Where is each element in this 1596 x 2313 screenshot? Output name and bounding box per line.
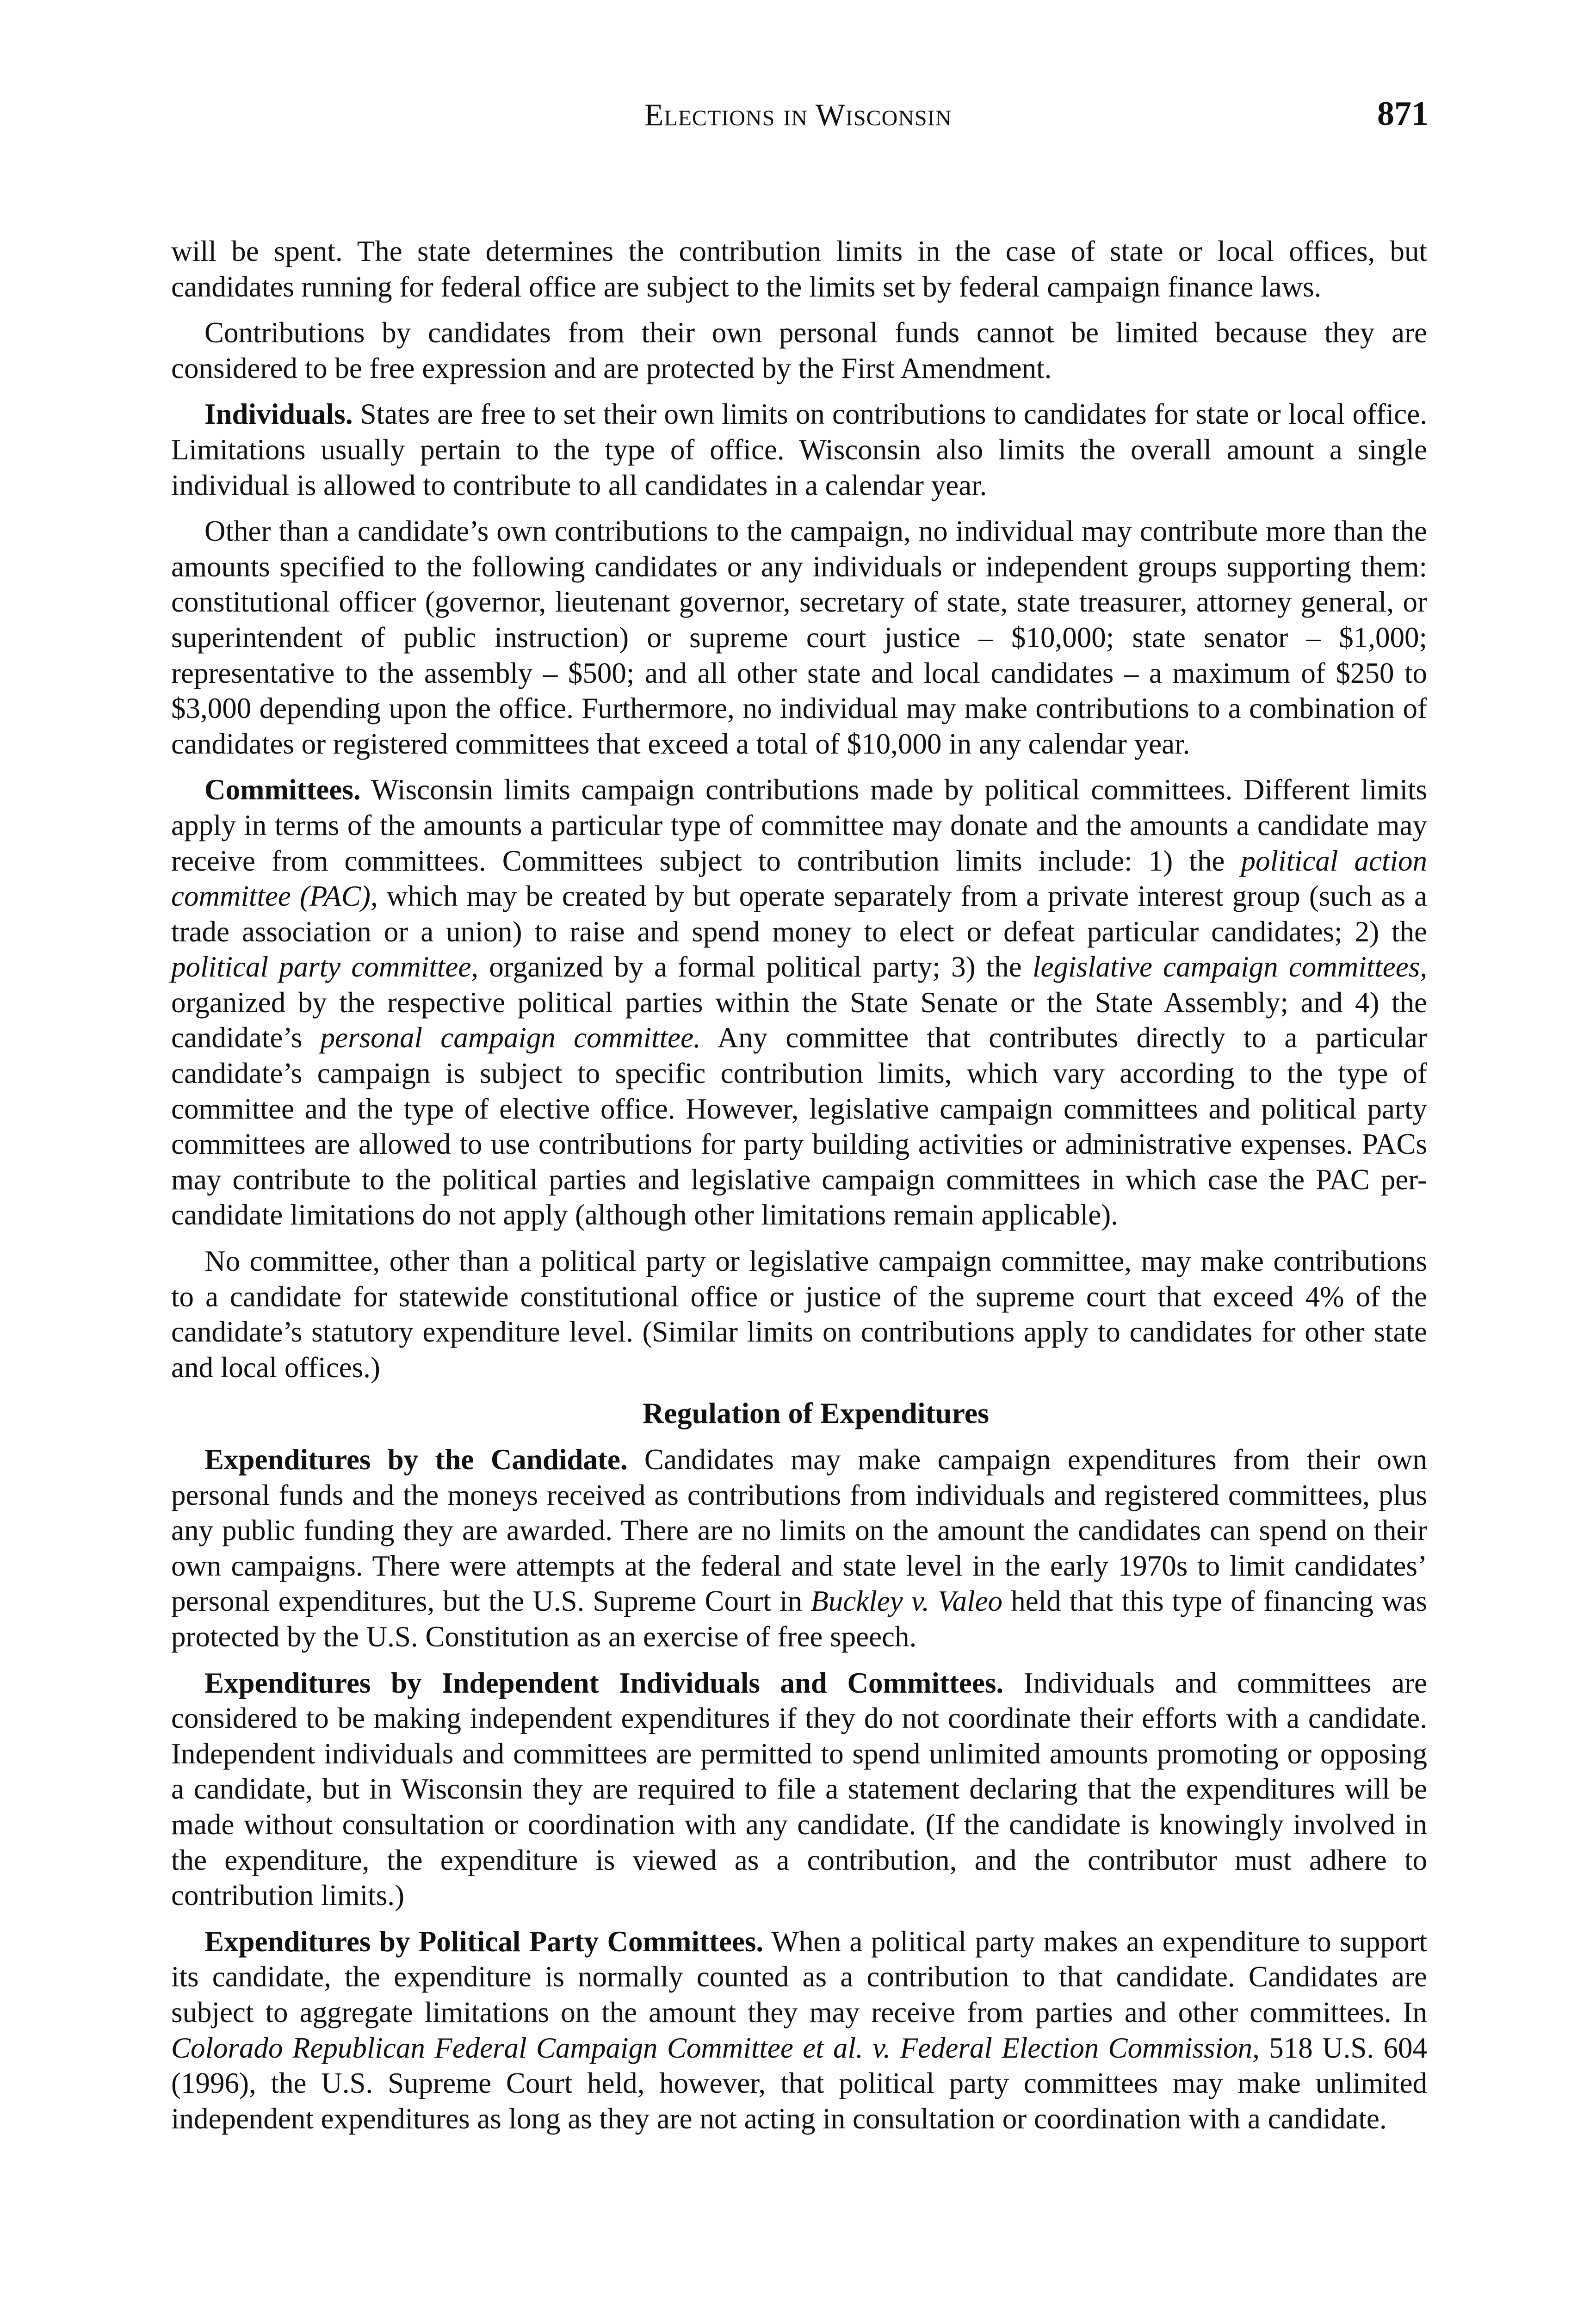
paragraph-text: States are free to set their own limits on contributions to candidates for state or local office. Limitations usually pertain to the type of office. Wisconsin also limits the overall amount a single individual is allowed to contribute to all candidates in a calendar year.	[171, 398, 1427, 501]
paragraph-text: which may be created by but operate separately from a private interest group (such as a trade association or a union) to raise and spend money to elect or defeat particular candidates; 2) the	[171, 880, 1427, 948]
paragraph-candidate-expenditures	[171, 1442, 1427, 1655]
paragraph-text: 518 U.S. 604 (1996), the U.S. Supreme Court held, however, that political party committees may make unlimited independent expenditures as long as they are not acting in consultation or coordination with a candidate.	[171, 2031, 1427, 2135]
section-heading: Regulation of Expenditures	[642, 1397, 990, 1430]
paragraph-text: will be spent. The state determines the contribution limits in the case of state or local offices, but candidates running for federal office are subject to the limits set by federal campaign finance laws.	[171, 235, 1427, 303]
italic-term: political party committee,	[171, 951, 479, 983]
paragraph-personal-funds	[171, 315, 1427, 386]
paragraph-text: organized by a formal political party; 3) the	[478, 951, 1033, 983]
body-text	[171, 234, 1427, 2147]
run-in-heading: Expenditures by Political Party Committees.	[204, 1925, 764, 1958]
italic-term: personal campaign committee.	[320, 1021, 701, 1054]
case-citation: Colorado Republican Federal Campaign Committee et al. v. Federal Election Commission,	[171, 2031, 1260, 2064]
paragraph-text: Any committee that contributes directly to a particular candidate’s campaign is subject to specific contribution limits, which vary according to the type of committee and the type of elective office. However, legislative campaign committees and political party committees are allowed to use contributions for party building activities or administrative expenses. PACs may contribute to the political parties and legislative campaign committees in which case the PAC per-candidate limitations do not apply (although other limitations remain applicable).	[171, 1021, 1427, 1231]
paragraph-text: When a political party makes an expenditure to support its candidate, the expenditure is normally counted as a contribution to that candidate. Candidates are subject to aggregate limitations on the amount they may receive from parties and other committees. In	[171, 1925, 1427, 2029]
run-in-heading: Expenditures by the Candidate.	[204, 1443, 628, 1476]
paragraph-committee-limits	[171, 1243, 1427, 1385]
case-citation: Buckley v. Valeo	[810, 1585, 1003, 1618]
paragraph-individuals	[171, 396, 1427, 503]
paragraph-committees	[171, 772, 1427, 1233]
paragraph-text: Individuals and committees are considered to be making independent expenditures if they do not coordinate their efforts with a candidate. Independent individuals and committees are permitted to spend unlimited amounts promoting or opposing a candidate, but in Wisconsin they are required to file a statement declaring that the expenditures will be made without consultation or coordination with any candidate. (If the candidate is knowingly involved in the expenditure, the expenditure is viewed as a contribution, and the contributor must adhere to contribution limits.)	[171, 1666, 1427, 1912]
paragraph-independent-expenditures	[171, 1665, 1427, 1913]
run-in-heading: Committees.	[204, 773, 361, 806]
page-number: 871	[1377, 95, 1429, 133]
paragraph-text: Contributions by candidates from their own personal funds cannot be limited because they are considered to be free expression and are protected by the First Amendment.	[171, 316, 1427, 384]
paragraph-text: organized by the respective political parties within the State Senate or the State Assembly; and 4) the candidate’s	[171, 986, 1427, 1054]
paragraph-party-expenditures	[171, 1924, 1427, 2137]
paragraph-text: No committee, other than a political party or legislative campaign committee, may make contributions to a candidate for statewide constitutional office or justice of the supreme court that exceed 4% of the candidate’s statutory expenditure level. (Similar limits on contributions apply to candidates for other state and local offices.)	[171, 1245, 1427, 1384]
paragraph-text: held that this type of financing was protected by the U.S. Constitution as an exercise of free speech.	[171, 1585, 1427, 1653]
paragraph-individual-limits	[171, 513, 1427, 761]
paragraph-continuation	[171, 234, 1427, 304]
paragraph-text: Wisconsin limits campaign contributions made by political committees. Different limits apply in terms of the amounts a particular type of committee may donate and the amounts a candidate may receive from committees. Committees subject to contribution limits include: 1) the	[171, 773, 1427, 877]
paragraph-text: Candidates may make campaign expenditures from their own personal funds and the moneys received as contributions from individuals and registered committees, plus any public funding they are awarded. There are no limits on the amount the candidates can spend on their own campaigns. There were attempts at the federal and state level in the early 1970s to limit candidates’ personal expenditures, but the U.S. Supreme Court in	[171, 1443, 1427, 1618]
italic-term: political action committee (PAC),	[171, 844, 1427, 913]
run-in-heading: Individuals.	[204, 398, 353, 431]
run-in-heading: Expenditures by Independent Individuals and Committees.	[204, 1666, 1004, 1699]
paragraph-text: Other than a candidate’s own contributions to the campaign, no individual may contribute more than the amounts specified to the following candidates or any individuals or independent groups supporting them: constitutional officer (governor, lieutenant governor, secretary of state, state treasurer, attorney general, or superintendent of public instruction) or supreme court justice – $10,000; state senator – $1,000; representative to the assembly – $500; and all other state and local candidates – a maximum of $250 to $3,000 depending upon the office. Furthermore, no individual may make contributions to a combination of candidates or registered committees that exceed a total of $10,000 in any calendar year.	[171, 515, 1427, 760]
italic-term: legislative campaign committees,	[1033, 951, 1427, 983]
running-head: Elections in Wisconsin	[644, 97, 952, 132]
